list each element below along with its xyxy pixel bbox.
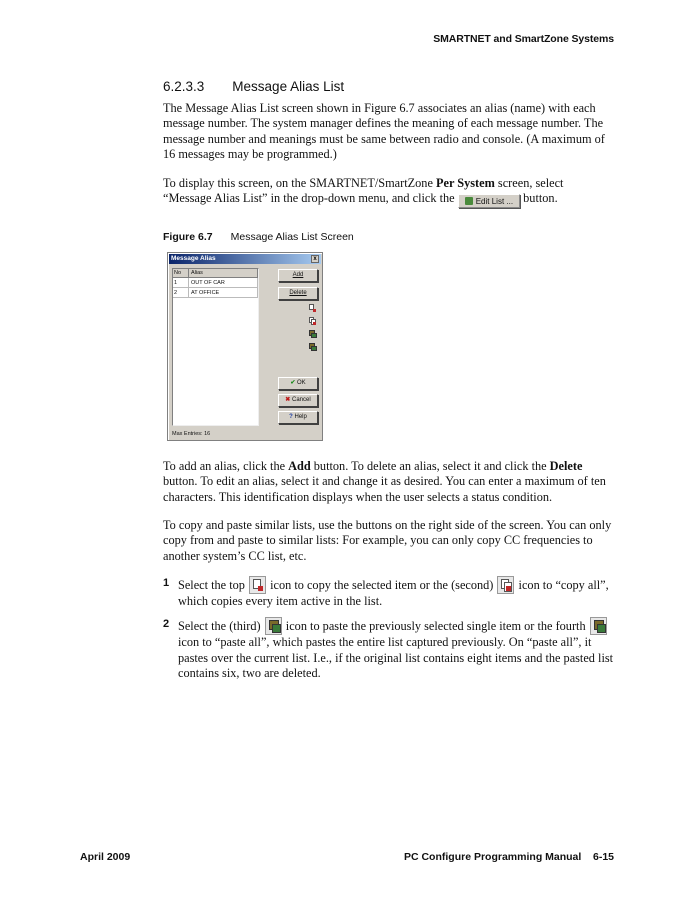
text: Select the (third) xyxy=(178,619,264,633)
dialog-title-bar xyxy=(169,254,321,264)
question-icon: ? xyxy=(289,414,293,420)
help-button[interactable] xyxy=(278,411,318,424)
section-title: Message Alias List xyxy=(232,79,345,94)
alias-grid[interactable] xyxy=(172,268,259,426)
grid-header xyxy=(173,269,258,278)
edit-list-icon xyxy=(465,197,473,205)
list-item xyxy=(163,617,615,682)
ok-button[interactable] xyxy=(278,377,318,390)
figure-label: Figure 6.7 xyxy=(163,231,213,243)
copy-icon[interactable] xyxy=(309,304,317,313)
paste-all-icon xyxy=(590,617,607,635)
edit-list-label: Edit List ... xyxy=(475,196,514,206)
cancel-button[interactable] xyxy=(278,394,318,407)
paragraph-copy-paste: To copy and paste similar lists, use the buttons on the right side of the screen. You can only copy from and paste to similar lists: For example, you can only copy CC frequencies to another system’s CC list, etc. xyxy=(163,518,612,563)
row-no: 2 xyxy=(173,288,189,297)
text: Select the top xyxy=(178,578,249,592)
footer-manual-page: PC Configure Programming Manual 6-15 xyxy=(403,851,614,863)
text: To display this screen, on the SMARTNET/SmartZone xyxy=(163,176,436,190)
text: button. To edit an alias, select it and change it as desired. You can enter a maximum of ten characters. This identification displays when the user selects a status condition. xyxy=(163,474,606,504)
step-number: 2 xyxy=(163,618,170,630)
check-icon: ✔ xyxy=(290,380,296,386)
row-alias[interactable]: OUT OF CAR xyxy=(189,278,258,287)
copy-icon xyxy=(249,576,266,594)
cancel-label: Cancel xyxy=(292,397,311,403)
row-alias[interactable]: AT OFFICE xyxy=(189,288,258,297)
add-button[interactable]: Add xyxy=(278,269,318,282)
paragraph-display xyxy=(163,176,615,208)
col-no-header: No xyxy=(173,269,189,277)
paste-all-icon[interactable] xyxy=(309,343,317,352)
list-item xyxy=(163,576,615,610)
section-number: 6.2.3.3 xyxy=(163,79,205,94)
text: icon to paste the previously selected single item or the fourth xyxy=(282,619,589,633)
dialog-title: Message Alias xyxy=(171,255,216,262)
copy-all-icon xyxy=(497,576,514,594)
bold-per-system: Per System xyxy=(436,176,495,190)
table-row[interactable] xyxy=(173,278,258,288)
edit-list-button-image xyxy=(458,194,520,208)
paragraph-intro: The Message Alias List screen shown in Figure 6.7 associates an alias (name) with each message number. The system manager defines the meaning of each message number. The message number and meanings must be same between radio and console. (A maximum of 16 messages may be programmed.) xyxy=(163,101,605,161)
text: icon to copy the selected item or the (second) xyxy=(267,578,497,592)
x-icon: ✖ xyxy=(285,397,291,403)
text: icon to “paste all”, which pastes the entire list captured previously. On “paste all”, it pastes over the current list. I.e., if the original list contains eight items and the pasted list contains six, two are deleted. xyxy=(178,635,614,680)
ok-label: OK xyxy=(297,380,306,386)
paste-icon[interactable] xyxy=(309,330,317,339)
table-row[interactable] xyxy=(173,288,258,298)
section-heading xyxy=(163,79,615,94)
paragraph-add-delete xyxy=(163,459,615,505)
text: button. xyxy=(520,191,558,206)
delete-button[interactable]: Delete xyxy=(278,287,318,300)
text: button. To delete an alias, select it and click the xyxy=(310,459,550,473)
message-alias-dialog xyxy=(167,252,323,441)
running-header: SMARTNET and SmartZone Systems xyxy=(433,33,614,45)
copy-all-icon[interactable] xyxy=(309,317,317,326)
footer-date: April 2009 xyxy=(80,851,131,863)
step-number: 1 xyxy=(163,577,170,589)
max-entries-label: Max Entries: 16 xyxy=(172,431,211,437)
paste-icon xyxy=(265,617,282,635)
text: To add an alias, click the xyxy=(163,459,289,473)
help-label: Help xyxy=(294,414,307,420)
col-alias-header: Alias xyxy=(189,269,258,277)
bold-delete: Delete xyxy=(549,459,583,473)
row-no: 1 xyxy=(173,278,189,287)
text: screen, select “Message Alias List” in the drop-down menu, and click the xyxy=(163,176,564,206)
bold-add: Add xyxy=(288,459,311,473)
figure-caption xyxy=(163,231,615,243)
close-icon[interactable]: x xyxy=(311,255,319,263)
figure-caption-text: Message Alias List Screen xyxy=(230,231,354,243)
text: icon to “copy all”, which copies every item active in the list. xyxy=(178,578,609,608)
